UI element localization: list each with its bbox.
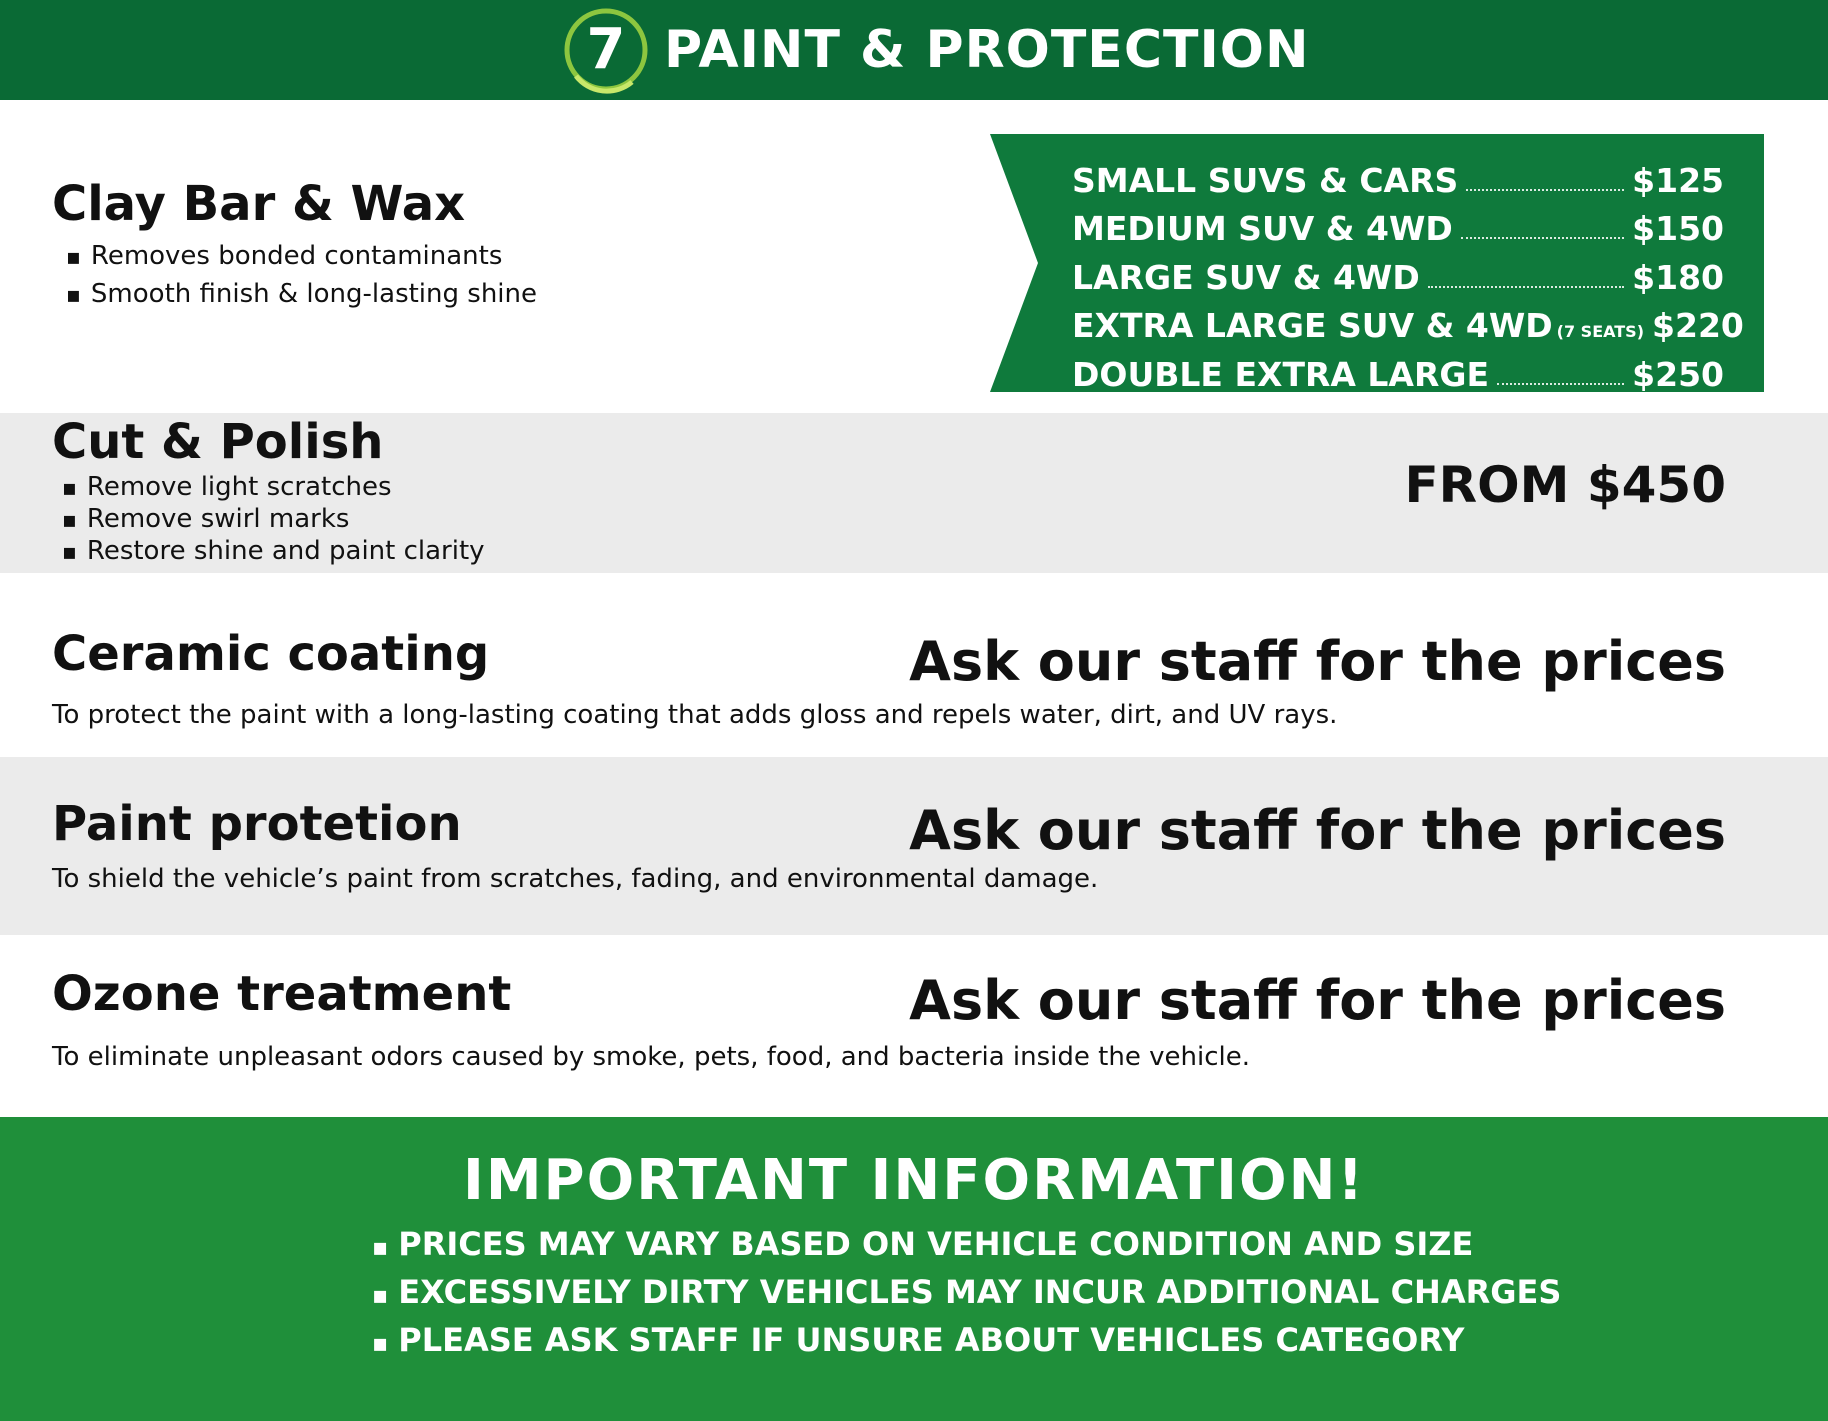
cut-polish-title: Cut & Polish	[52, 414, 384, 470]
paint-protection-price-note: Ask our staff for the prices	[909, 799, 1726, 862]
clay-bar-price-table	[990, 134, 1764, 392]
dot-leader	[1497, 383, 1624, 385]
list-item: ▪ Remove light scratches	[62, 472, 485, 504]
header-title-group	[562, 6, 1310, 94]
vehicle-size-label: MEDIUM SUV & 4WD	[1072, 209, 1453, 248]
ozone-price-note: Ask our staff for the prices	[909, 969, 1726, 1032]
price-value: $180	[1632, 257, 1724, 297]
price-value: $220	[1652, 306, 1744, 345]
clay-bar-title: Clay Bar & Wax	[52, 176, 466, 232]
list-item: ▪ Smooth finish & long-lasting shine	[66, 276, 537, 314]
section-number: 7	[586, 17, 626, 82]
price-row	[1072, 197, 1724, 246]
paint-protection-title: Paint protetion	[52, 796, 462, 852]
dot-leader	[1466, 189, 1624, 191]
dot-leader	[1428, 286, 1624, 288]
important-info-list	[372, 1222, 1561, 1366]
vehicle-size-label: LARGE SUV & 4WD	[1072, 257, 1420, 297]
list-item: ▪ PLEASE ASK STAFF IF UNSURE ABOUT VEHICLES CATEGORY	[372, 1318, 1561, 1366]
vehicle-size-label: DOUBLE EXTRA LARGE	[1072, 354, 1489, 394]
ceramic-coating-price-note: Ask our staff for the prices	[909, 630, 1726, 693]
list-item: ▪ Remove swirl marks	[62, 504, 485, 536]
paint-protection-description: To shield the vehicle’s paint from scratches, fading, and environmental damage.	[52, 864, 1099, 894]
price-row	[1072, 294, 1744, 345]
price-value: $250	[1632, 354, 1724, 394]
price-row	[1072, 342, 1724, 394]
section-number-badge	[562, 6, 650, 94]
section-header	[0, 0, 1828, 100]
dot-leader	[1461, 237, 1624, 239]
list-item: ▪ EXCESSIVELY DIRTY VEHICLES MAY INCUR ADDITIONAL CHARGES	[372, 1270, 1561, 1318]
ceramic-coating-description: To protect the paint with a long-lasting coating that adds gloss and repels water, dirt, and UV rays.	[52, 700, 1338, 730]
ozone-description: To eliminate unpleasant odors caused by smoke, pets, food, and bacteria inside the vehicle.	[52, 1042, 1250, 1072]
clay-bar-bullets	[66, 238, 537, 314]
section-title: PAINT & PROTECTION	[664, 20, 1310, 80]
cut-polish-bullets	[62, 472, 485, 568]
price-row	[1072, 245, 1724, 297]
vehicle-size-label: SMALL SUVS & CARS	[1072, 160, 1459, 200]
price-rows	[1072, 148, 1744, 394]
vehicle-size-label: EXTRA LARGE SUV & 4WD (7 SEATS)	[1072, 306, 1645, 345]
price-value: $125	[1632, 160, 1724, 200]
ozone-title: Ozone treatment	[52, 966, 512, 1022]
cut-polish-price: FROM $450	[1404, 456, 1726, 514]
price-row	[1072, 148, 1724, 200]
ceramic-coating-title: Ceramic coating	[52, 626, 490, 682]
seats-note: (7 SEATS)	[1556, 322, 1645, 341]
list-item: ▪ PRICES MAY VARY BASED ON VEHICLE CONDITION AND SIZE	[372, 1222, 1561, 1270]
list-item: ▪ Restore shine and paint clarity	[62, 536, 485, 568]
price-value: $150	[1632, 209, 1724, 248]
important-info-title: IMPORTANT INFORMATION!	[462, 1148, 1366, 1213]
list-item: ▪ Removes bonded contaminants	[66, 238, 537, 276]
